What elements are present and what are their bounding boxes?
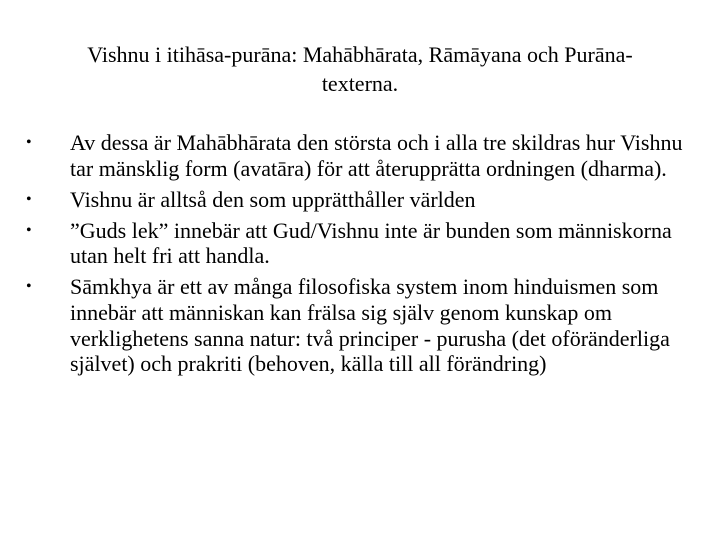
slide-title-line-2: texterna. bbox=[321, 71, 399, 96]
bullet-list bbox=[26, 130, 686, 382]
bullet-item bbox=[26, 274, 686, 376]
bullet-item bbox=[26, 218, 686, 269]
bullet-text: Vishnu är alltså den som upprätthåller världen bbox=[70, 186, 476, 212]
bullet-icon: • bbox=[26, 278, 32, 296]
bullet-text: Av dessa är Mahābhārata den största och i alla tre skildras hur Vishnu tar mänsklig form (avatāra) för att återupprätta ordningen (dharma). bbox=[70, 130, 683, 181]
bullet-text: ”Guds lek” innebär att Gud/Vishnu inte är bunden som människorna utan helt fri att handla. bbox=[70, 217, 672, 269]
slide-title bbox=[60, 40, 660, 98]
bullet-item bbox=[26, 187, 686, 213]
bullet-item bbox=[26, 130, 686, 181]
bullet-text: Sāmkhya är ett av många filosofiska system inom hinduismen som innebär att människan kan frälsa sig själv genom kunskap om verklighetens sanna natur: två principer - purusha (det oföränderliga självet) och prakriti (behoven, källa till all förändring) bbox=[70, 274, 670, 377]
bullet-icon: • bbox=[26, 134, 32, 151]
bullet-icon: • bbox=[26, 190, 32, 208]
bullet-icon: • bbox=[26, 221, 32, 239]
slide-title-line-1: Vishnu i itihāsa-purāna: Mahābhārata, Rāmāyana och Purāna- bbox=[87, 42, 633, 67]
